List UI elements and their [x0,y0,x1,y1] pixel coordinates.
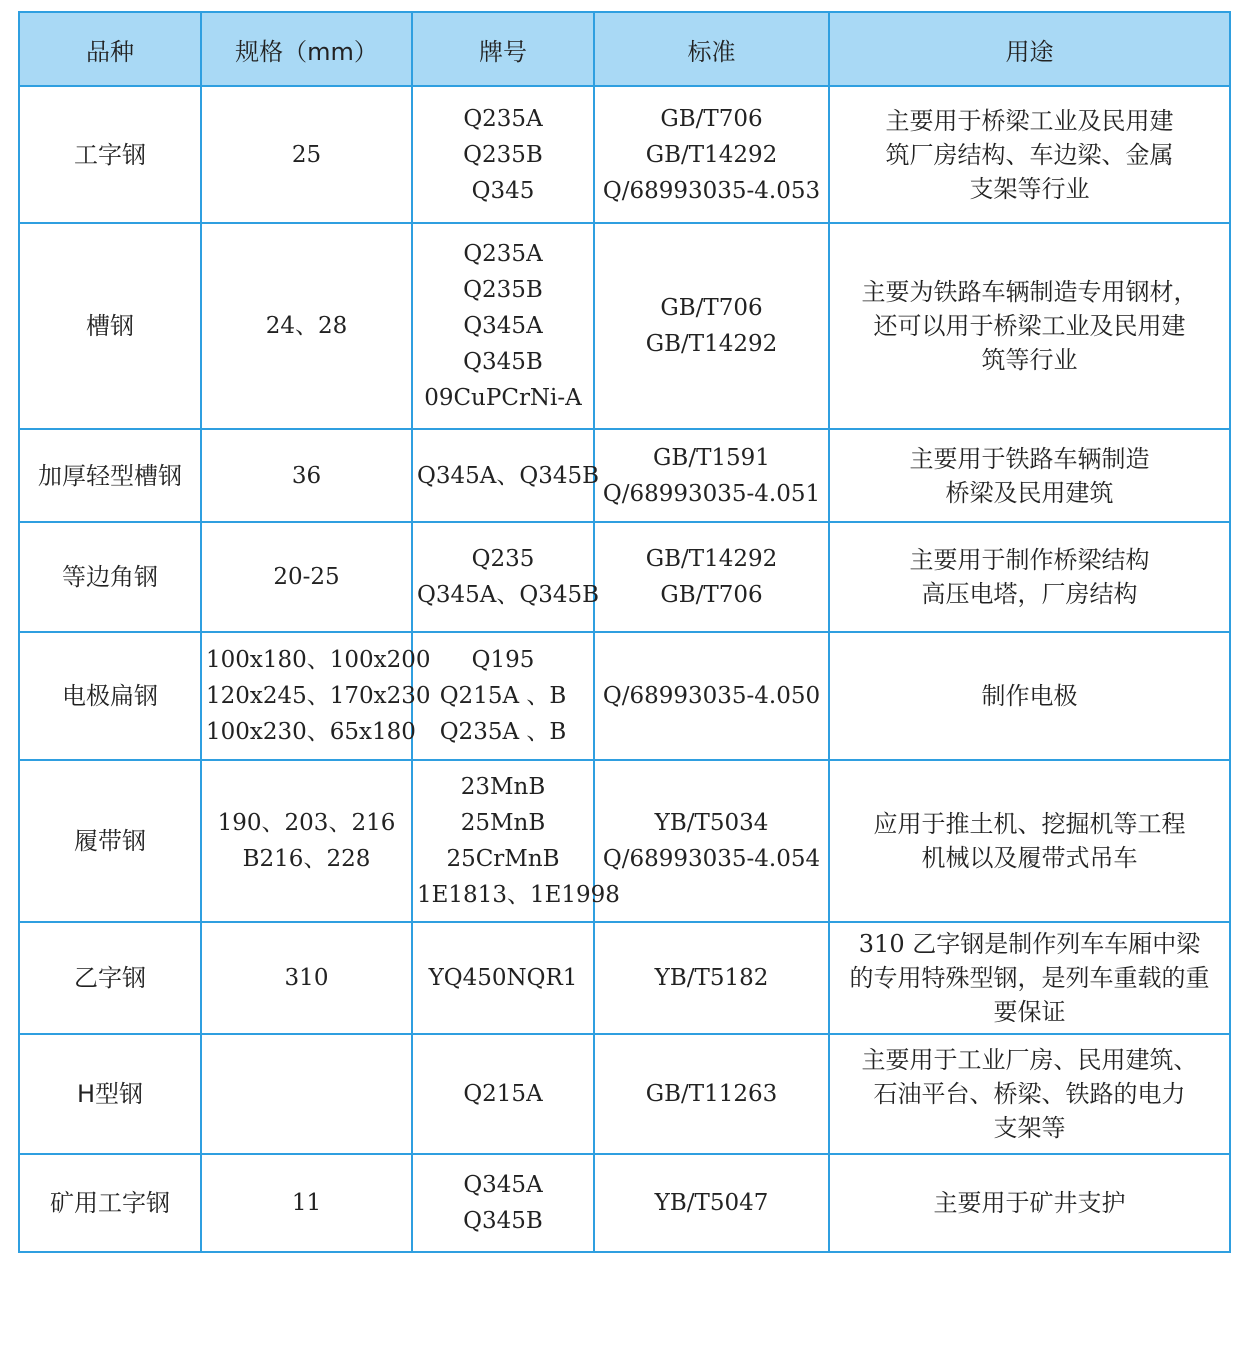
variety-cell [19,1034,201,1154]
variety-line: 工字钢 [74,140,146,169]
variety-line: 矿用工字钢 [50,1189,170,1217]
spec-line: 190、203、216 [217,810,396,836]
spec-line: 100x180、100x200 [206,647,431,673]
use-line: 支架等行业 [969,174,1090,203]
use-line: 桥梁及民用建筑 [945,478,1114,507]
grade-cell [412,86,594,223]
variety-line: 槽钢 [86,312,134,340]
grade-line: Q345 [471,177,535,204]
variety-cell [19,922,201,1034]
header-spec: 规格（mm） [201,12,412,86]
use-line: 还可以用于桥梁工业及民用建 [873,312,1186,340]
grade-line: Q345B [463,349,543,375]
spec-line: 36 [291,462,322,489]
table-row [19,429,1230,522]
grade-line: Q235 [471,546,535,572]
use-cell [829,1034,1230,1154]
standard-line: GB/T11263 [645,1081,778,1107]
steel-products-table [18,11,1231,1253]
use-line: 主要为铁路车辆制造专用钢材， [861,278,1198,306]
standard-line: Q/68993035-4.050 [602,683,821,709]
spec-line: 24、28 [265,313,348,339]
spec-cell [201,522,412,632]
standard-cell [594,1034,829,1154]
use-line: 主要用于制作桥梁结构 [909,546,1150,574]
standard-cell [594,429,829,522]
table-row [19,1154,1230,1252]
grade-line: Q345A、Q345B [417,582,600,608]
spec-cell [201,429,412,522]
variety-cell [19,429,201,522]
spec-line: 310 [284,965,329,991]
spec-line: 20-25 [273,564,340,590]
use-line: 主要用于桥梁工业及民用建 [885,106,1174,135]
grade-cell [412,922,594,1034]
grade-cell [412,223,594,429]
standard-cell [594,86,829,223]
variety-line: 加厚轻型槽钢 [38,461,182,490]
grade-line: YQ450NQR1 [428,965,578,991]
grade-line: 1E1813、1E1998 [417,882,620,908]
header-row [19,12,1230,86]
grade-cell [412,632,594,760]
table-row [19,1034,1230,1154]
header-standard: 标准 [594,12,829,86]
standard-cell [594,223,829,429]
variety-line: 等边角钢 [62,563,158,591]
table-row [19,760,1230,922]
grade-line: Q215A [463,1081,543,1107]
grade-line: Q215A 、B [439,683,567,709]
grade-cell [412,760,620,922]
grade-cell [412,429,600,522]
standard-line: GB/T14292 [645,141,778,168]
variety-cell [19,1154,201,1252]
standard-cell [594,522,829,632]
spec-cell [201,632,431,760]
standard-cell [594,760,829,922]
use-line: 筑厂房结构、车边梁、金属 [885,140,1174,169]
grade-line: Q235A 、B [439,719,567,745]
spec-line: 11 [291,1190,322,1216]
spec-cell [201,1034,412,1154]
grade-line: 25MnB [460,810,546,836]
standard-cell [594,632,829,760]
spec-line: 25 [291,141,322,168]
grade-line: 23MnB [460,774,546,800]
grade-line: Q195 [471,647,535,673]
grade-line: Q345A [463,1172,543,1198]
use-line: 机械以及履带式吊车 [921,844,1138,872]
use-line: 石油平台、桥梁、铁路的电力 [873,1080,1186,1108]
use-cell [829,632,1230,760]
standard-line: YB/T5182 [654,965,769,991]
standard-cell [594,1154,829,1252]
standard-cell [594,922,829,1034]
table-body [19,86,1230,1252]
table-row [19,632,1230,760]
variety-cell [19,86,201,223]
table-row [19,223,1230,429]
variety-cell [19,223,201,429]
spec-cell [201,760,412,922]
grade-line: Q345B [463,1208,543,1234]
standard-line: GB/T706 [660,105,763,132]
standard-line: YB/T5047 [654,1190,769,1216]
spec-cell [201,223,412,429]
spec-line: 120x245、170x230 [206,683,431,709]
grade-line: Q235B [463,277,543,303]
use-cell [829,223,1230,429]
variety-line: H型钢 [76,1080,144,1108]
use-line: 的专用特殊型钢，是列车重载的重 [849,964,1210,992]
standard-line: GB/T706 [660,582,763,608]
use-cell [829,1154,1230,1252]
variety-line: 履带钢 [74,827,146,855]
grade-line: 25CrMnB [446,846,560,872]
use-cell [829,429,1230,522]
table-row [19,922,1230,1034]
standard-line: GB/T706 [660,295,763,321]
variety-cell [19,632,201,760]
use-line: 310 乙字钢是制作列车车厢中梁 [858,930,1201,958]
variety-line: 乙字钢 [74,964,146,992]
standard-line: GB/T14292 [645,546,778,572]
grade-line: 09CuPCrNi-A [424,385,582,411]
spec-line: 100x230、65x180 [206,719,416,745]
header-grade: 牌号 [412,12,594,86]
standard-line: GB/T1591 [653,444,770,471]
standard-line: YB/T5034 [654,810,769,836]
spec-cell [201,922,412,1034]
standard-line: Q/68993035-4.054 [602,846,821,872]
use-line: 制作电极 [981,682,1078,710]
use-cell [829,760,1230,922]
use-line: 应用于推土机、挖掘机等工程 [873,810,1186,838]
grade-line: Q235A [463,105,543,132]
spec-cell [201,86,412,223]
table-row [19,522,1230,632]
grade-line: Q235A [463,241,543,267]
standard-line: GB/T14292 [645,331,778,357]
use-cell [829,86,1230,223]
grade-line: Q235B [463,141,543,168]
variety-cell [19,760,201,922]
use-line: 主要用于工业厂房、民用建筑、 [861,1046,1198,1074]
use-line: 筑等行业 [981,346,1078,374]
standard-line: Q/68993035-4.051 [602,480,821,507]
spec-cell [201,1154,412,1252]
spec-line: B216、228 [242,846,371,872]
standard-line: Q/68993035-4.053 [602,177,821,204]
use-cell [829,522,1230,632]
variety-line: 电极扁钢 [62,682,158,710]
grade-line: Q345A [463,313,543,339]
use-line: 主要用于矿井支护 [933,1189,1126,1217]
header-variety: 品种 [19,12,201,86]
table-row [19,86,1230,223]
variety-cell [19,522,201,632]
use-line: 要保证 [993,998,1066,1026]
grade-cell [412,1154,594,1252]
use-line: 高压电塔，厂房结构 [921,580,1138,608]
grade-line: Q345A、Q345B [417,462,600,489]
use-cell [829,922,1230,1034]
grade-cell [412,1034,594,1154]
use-line: 支架等 [993,1114,1066,1142]
grade-cell [412,522,600,632]
use-line: 主要用于铁路车辆制造 [909,444,1150,473]
header-use: 用途 [829,12,1230,86]
